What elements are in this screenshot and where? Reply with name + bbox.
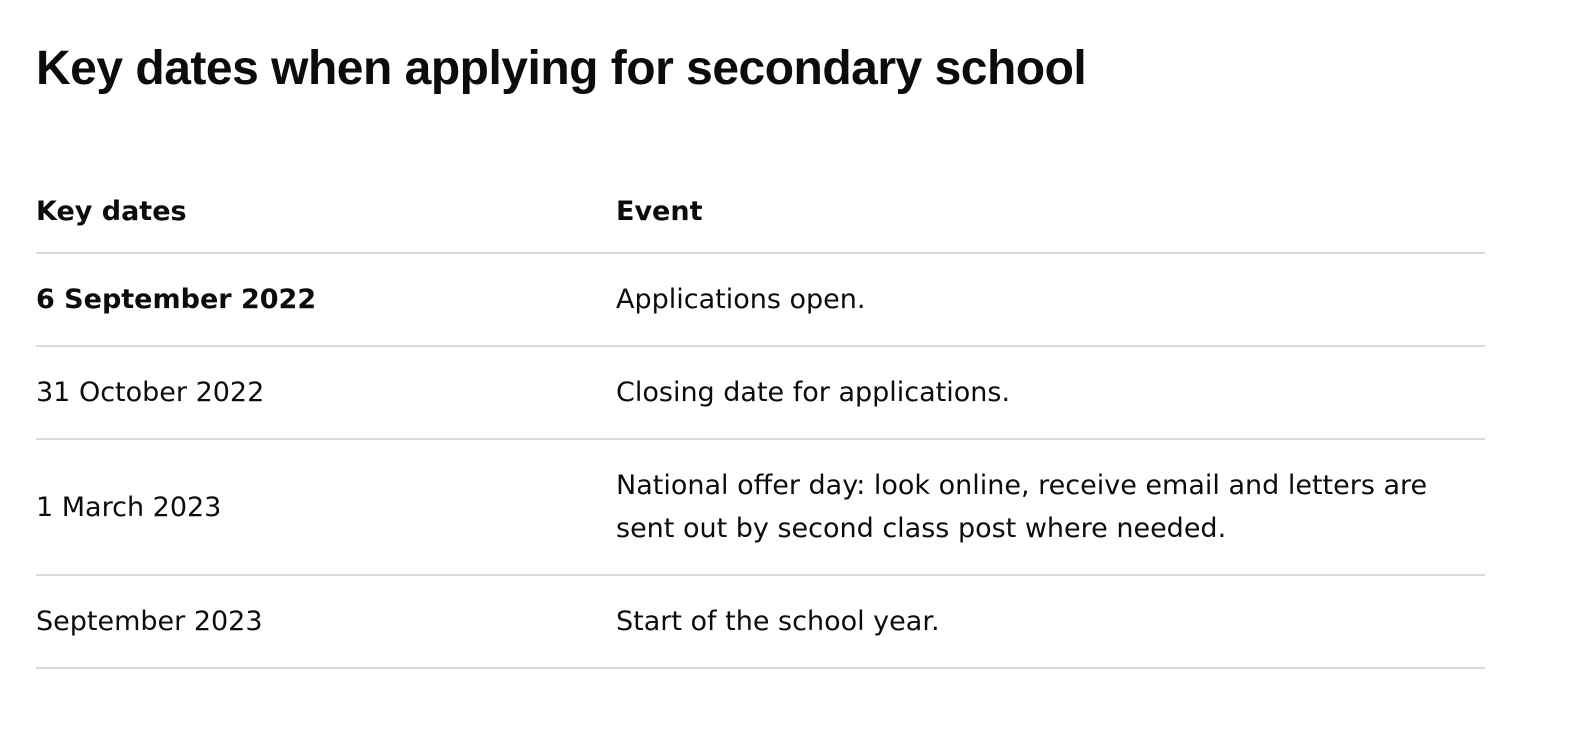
- event-cell: Applications open.: [616, 253, 1485, 346]
- table-row: [36, 346, 1485, 439]
- event-cell: Start of the school year.: [616, 575, 1485, 668]
- table-row: [36, 253, 1485, 346]
- date-cell: September 2023: [36, 575, 616, 668]
- table-row: [36, 575, 1485, 668]
- table-header-row: [36, 170, 1485, 253]
- key-dates-table: [36, 170, 1485, 669]
- event-cell: Closing date for applications.: [616, 346, 1485, 439]
- column-header-key-dates: Key dates: [36, 170, 616, 253]
- table-row: [36, 439, 1485, 575]
- page-title: Key dates when applying for secondary school: [36, 42, 1087, 95]
- date-cell: 6 September 2022: [36, 253, 616, 346]
- date-cell: 1 March 2023: [36, 439, 616, 575]
- event-cell: National offer day: look online, receive email and letters are sent out by second class post where needed.: [616, 439, 1485, 575]
- date-cell: 31 October 2022: [36, 346, 616, 439]
- column-header-event: Event: [616, 170, 1485, 253]
